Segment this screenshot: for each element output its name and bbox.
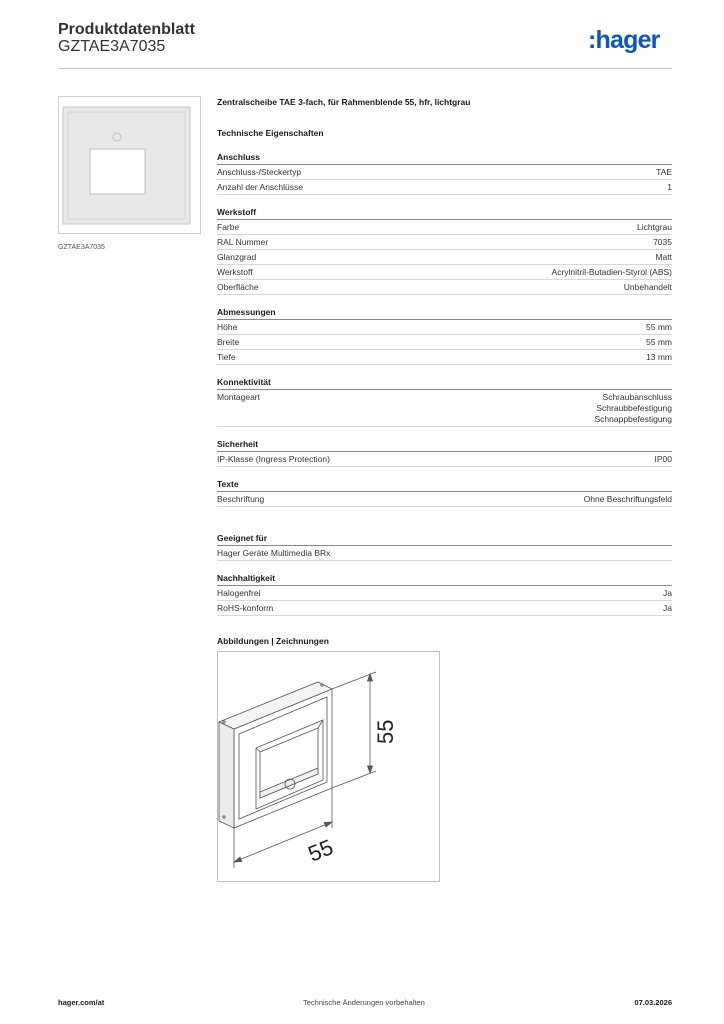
spec-row — [217, 235, 672, 250]
spec-section — [217, 439, 672, 467]
spec-label: Halogenfrei — [217, 588, 261, 598]
section-heading: Geeignet für — [217, 533, 672, 546]
spec-row — [217, 250, 672, 265]
spec-value-line: 13 mm — [646, 352, 672, 362]
spec-label: RoHS-konform — [217, 603, 274, 613]
product-title: Zentralscheibe TAE 3-fach, für Rahmenblende 55, hfr, lichtgrau — [217, 97, 471, 107]
spec-label: Hager Geräte Multimedia BRx — [217, 548, 331, 558]
width-dimension-label: 55 — [304, 834, 337, 867]
spec-label: Breite — [217, 337, 240, 347]
footer-website[interactable]: hager.com/at — [58, 998, 105, 1007]
spec-row — [217, 165, 672, 180]
content-column — [217, 97, 672, 882]
spec-row — [217, 546, 672, 561]
spec-row — [217, 180, 672, 195]
spec-row — [217, 601, 672, 616]
spec-value-line: 7035 — [653, 237, 672, 247]
spec-label: Höhe — [217, 322, 238, 332]
spec-value-line: Acrylnitril-Butadien-Styrol (ABS) — [551, 267, 672, 277]
spec-section — [217, 479, 672, 507]
spec-value-line: 55 mm — [646, 337, 672, 347]
section-heading: Abmessungen — [217, 307, 672, 320]
section-heading: Nachhaltigkeit — [217, 573, 672, 586]
spec-value-line: IP00 — [654, 454, 672, 464]
technical-drawing — [217, 651, 440, 882]
spec-row — [217, 452, 672, 467]
spec-value-line: 1 — [667, 182, 672, 192]
spec-label: Glanzgrad — [217, 252, 257, 262]
spec-row — [217, 350, 672, 365]
header-divider — [58, 68, 672, 69]
spec-section — [217, 573, 672, 616]
product-thumbnail — [58, 96, 201, 234]
spec-label: Tiefe — [217, 352, 236, 362]
spec-value — [667, 182, 672, 193]
spec-value — [653, 237, 672, 248]
spec-value-line: Unbehandelt — [623, 282, 672, 292]
spec-sections — [217, 152, 672, 616]
spec-section — [217, 152, 672, 195]
spec-value — [594, 392, 672, 425]
spec-value-line: Ja — [663, 603, 672, 613]
page-title: Produktdatenblatt — [58, 21, 195, 38]
spec-value — [663, 588, 672, 599]
spec-value — [655, 454, 673, 465]
spec-row — [217, 220, 672, 235]
spec-value-line: Schraubanschluss — [602, 392, 672, 402]
spec-value — [655, 252, 672, 263]
spec-value — [552, 267, 672, 278]
spec-value — [584, 494, 672, 505]
section-heading: Werkstoff — [217, 207, 672, 220]
spec-value — [646, 322, 672, 333]
spec-label: Werkstoff — [217, 267, 253, 277]
footer-disclaimer: Technische Änderungen vorbehalten — [303, 998, 425, 1007]
footer-date: 07.03.2026 — [634, 998, 672, 1007]
spec-label: RAL Nummer — [217, 237, 269, 247]
spec-value — [646, 337, 672, 348]
spec-value-line: Ohne Beschriftungsfeld — [583, 494, 672, 504]
spec-value-line: 55 mm — [646, 322, 672, 332]
spec-row — [217, 265, 672, 280]
spec-value-line: Matt — [655, 252, 672, 262]
section-heading: Konnektivität — [217, 377, 672, 390]
spec-label: Oberfläche — [217, 282, 259, 292]
spec-row — [217, 586, 672, 601]
spec-section — [217, 533, 672, 561]
spec-value-line: TAE — [656, 167, 672, 177]
spec-label: IP-Klasse (Ingress Protection) — [217, 454, 330, 464]
spec-row — [217, 335, 672, 350]
spec-section — [217, 207, 672, 295]
spec-value-line: Ja — [663, 588, 672, 598]
spec-value-line: Lichtgrau — [637, 222, 672, 232]
spec-label: Montageart — [217, 392, 260, 402]
spec-value — [624, 282, 672, 293]
spec-value — [663, 603, 672, 614]
spec-row — [217, 390, 672, 427]
height-dimension-label: 55 — [373, 719, 398, 744]
spec-value-line: Schnappbefestigung — [594, 414, 672, 424]
spec-label: Beschriftung — [217, 494, 265, 504]
spec-section — [217, 377, 672, 427]
section-heading: Texte — [217, 479, 672, 492]
spec-value — [656, 167, 672, 178]
product-code: GZTAE3A7035 — [58, 38, 166, 55]
section-heading: Anschluss — [217, 152, 672, 165]
spec-row — [217, 492, 672, 507]
hager-logo: :hager — [588, 26, 660, 54]
images-heading: Abbildungen | Zeichnungen — [217, 636, 329, 646]
spec-row — [217, 320, 672, 335]
spec-value-line: Schraubbefestigung — [596, 403, 672, 413]
spec-value — [637, 222, 672, 233]
spec-row — [217, 280, 672, 295]
tech-properties-heading: Technische Eigenschaften — [217, 128, 324, 138]
thumbnail-caption: GZTAE3A7035 — [58, 244, 105, 251]
section-heading: Sicherheit — [217, 439, 672, 452]
spec-value — [646, 352, 672, 363]
spec-label: Farbe — [217, 222, 240, 232]
spec-label: Anschluss-/Steckertyp — [217, 167, 302, 177]
spec-section — [217, 307, 672, 365]
spec-label: Anzahl der Anschlüsse — [217, 182, 303, 192]
